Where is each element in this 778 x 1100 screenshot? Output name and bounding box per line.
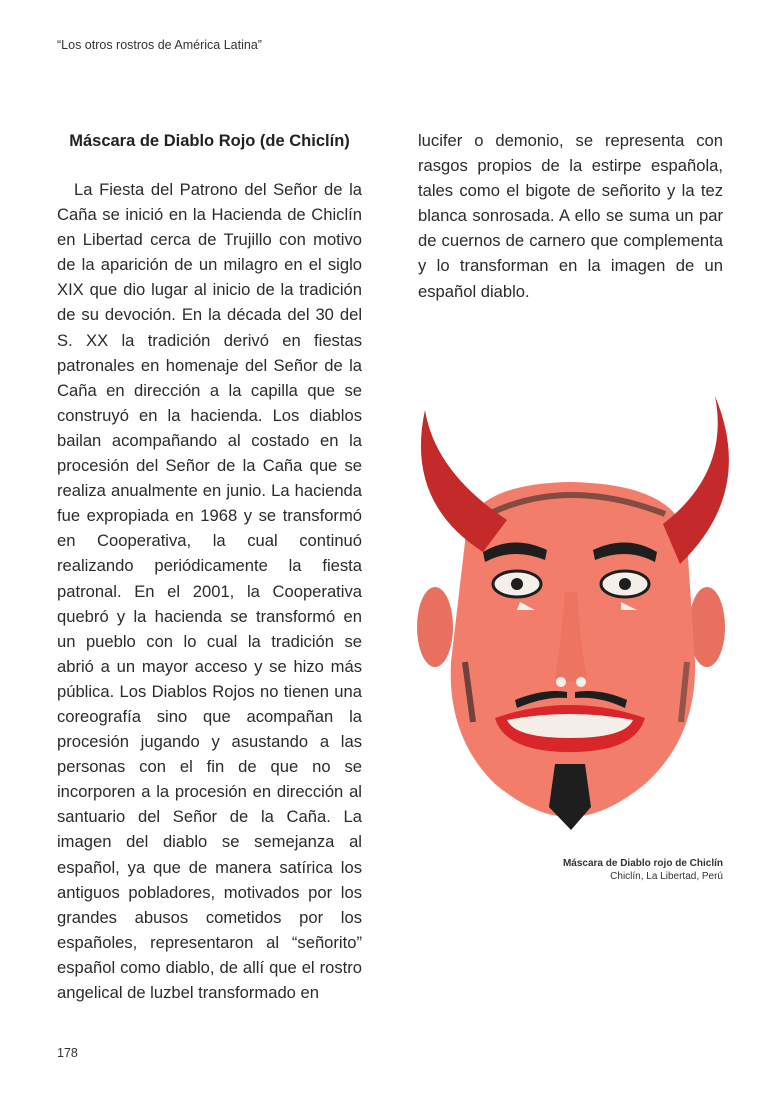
article-title: Máscara de Diablo Rojo (de Chiclín) — [69, 132, 350, 150]
running-header: “Los otros rostros de América Latina” — [57, 38, 262, 52]
left-column — [57, 128, 362, 1005]
article-body-left: La Fiesta del Patrono del Señor de la Caña se inició en la Hacienda de Chiclín en Libertad cerca de Trujillo con motivo de la aparición de un milagro en el siglo XIX que dio lugar al inicio de la tradición de su devoción. En la década del 30 del S. XX la tradición derivó en fiestas patronales en homenaje del Señor de la Caña en dirección a la capilla que se construyó en la hacienda. Los diablos bailan acompañando al costado en la procesión del Señor de la Caña que se realiza anualmente en junio. La hacienda fue expropiada en 1968 y se transformó en Cooperativa, la cual continuó realizando periódicamente la fiesta patronal. En el 2001, la Cooperativa quebró y la hacienda se transformó en un pueblo con lo cual la tradición se abrió a un mayor acceso y se hizo más pública. Los Diablos Rojos no tienen una coreografía sino que acompañan la procesión jugando y asustando a las personas con el fin de que no se incorporen a la procesión en dirección al santuario del Señor de la Caña. La imagen del diablo se semejanza al español, ya que de manera satírica los antiguos pobladores, motivados por los grandes abusos cometidos por los españoles, representaron al “señorito” español como diablo, de allí que el rostro angelical de luzbel transformado en — [57, 180, 362, 1002]
article-body-right: lucifer o demonio, se representa con rasgos propios de la estirpe española, tales como el bigote de señorito y la tez blanca sonrosada. A ello se suma un par de cuernos de carnero que complementa y lo transforman en la imagen de un español diablo. — [418, 131, 723, 301]
left-ear — [417, 587, 453, 667]
figure-caption — [563, 857, 723, 883]
page-number: 178 — [57, 1046, 78, 1060]
caption-title: Máscara de Diablo rojo de Chiclín — [562, 858, 723, 869]
devil-mask-image — [395, 392, 755, 840]
right-horn — [663, 396, 729, 564]
devil-mask-illustration — [395, 392, 755, 840]
right-column — [418, 128, 723, 304]
caption-location: Chiclín, La Libertad, Perú — [610, 871, 723, 882]
goatee — [549, 764, 591, 830]
left-horn — [421, 410, 507, 552]
